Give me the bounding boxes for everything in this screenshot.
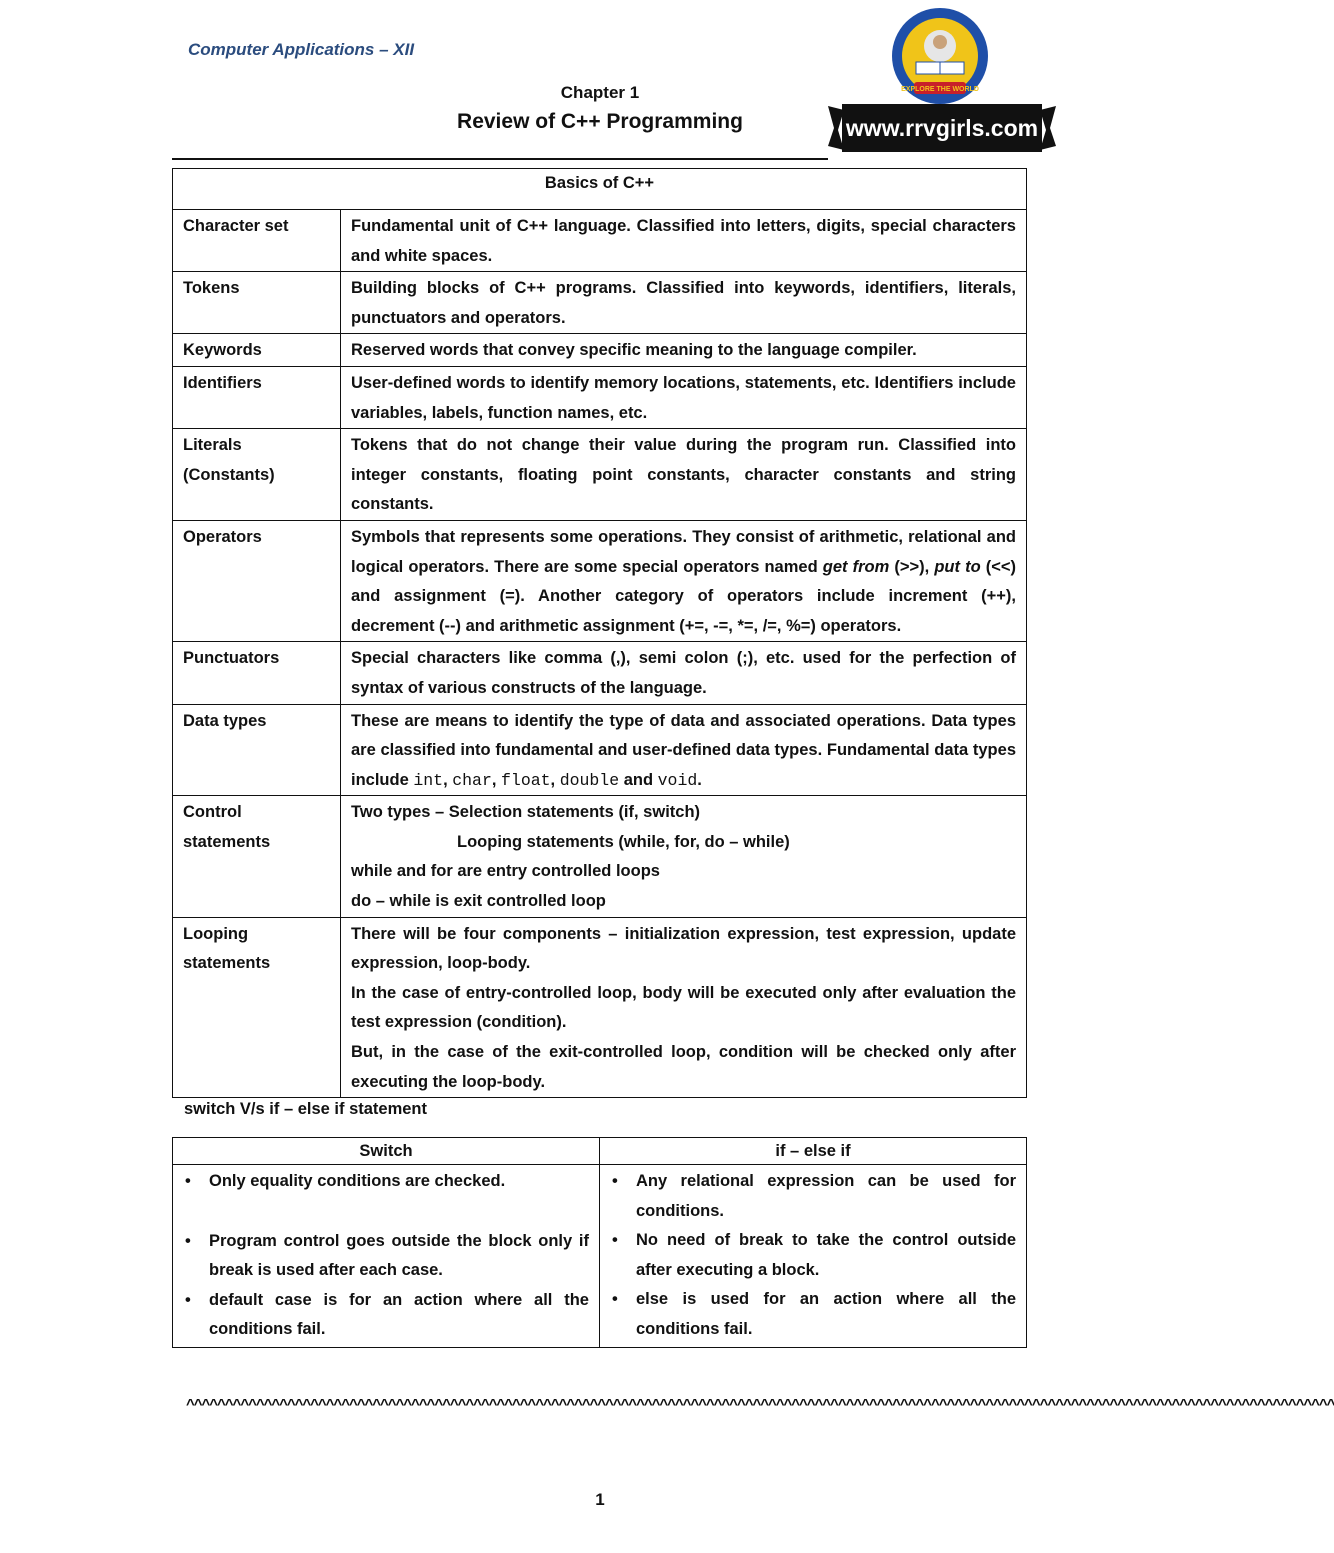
- table-heading: Basics of C++: [173, 169, 1027, 210]
- term-cell: [173, 429, 341, 521]
- separator: ,: [443, 770, 453, 789]
- term-line: statements: [183, 954, 271, 973]
- table-row: [173, 520, 1027, 641]
- subject-header: Computer Applications – XII: [188, 40, 415, 59]
- operator-name-put-to: put to: [934, 557, 981, 576]
- desc-line: There will be four components – initialization expression, test expression, update expression, loop-body.: [351, 924, 1016, 973]
- column-header-switch: Switch: [173, 1138, 600, 1165]
- term-cell: [173, 796, 341, 917]
- table-row: [173, 429, 1027, 521]
- separator: ,: [491, 770, 502, 789]
- type-void: void: [657, 770, 698, 790]
- page-number: 1: [595, 1490, 605, 1509]
- term-cell: Keywords: [173, 334, 341, 367]
- description-cell: [341, 917, 1027, 1098]
- list-item: • else is used for an action where all the conditions fail.: [636, 1285, 1016, 1344]
- term-cell: Character set: [173, 210, 341, 272]
- conjunction: and: [619, 770, 658, 789]
- desc-line: while and for are entry controlled loops: [351, 862, 660, 881]
- switch-list: [183, 1167, 589, 1345]
- description-cell: [341, 796, 1027, 917]
- comparison-header-row: [173, 1138, 1027, 1165]
- type-int: int: [413, 770, 444, 790]
- comparison-body-row: [173, 1165, 1027, 1348]
- type-float: float: [501, 770, 551, 790]
- type-double: double: [559, 770, 620, 790]
- table-row: [173, 210, 1027, 272]
- list-item: • Any relational expression can be used for conditions.: [636, 1167, 1016, 1226]
- term-cell: Identifiers: [173, 366, 341, 428]
- sentence-end: .: [697, 770, 702, 789]
- table-row: [173, 796, 1027, 917]
- term-cell: Data types: [173, 704, 341, 796]
- school-logo: [828, 6, 1056, 158]
- type-char: char: [452, 770, 492, 790]
- list-item: • Program control goes outside the block only if break is used after each case.: [209, 1227, 589, 1286]
- list-item: • No need of break to take the control outside after executing a block.: [636, 1226, 1016, 1285]
- description-cell: User-defined words to identify memory locations, statements, etc. Identifiers include variables, labels, function names, etc.: [341, 366, 1027, 428]
- desc-line: Looping statements (while, for, do – while): [457, 832, 790, 851]
- description-cell: Building blocks of C++ programs. Classified into keywords, identifiers, literals, punctuators and operators.: [341, 272, 1027, 334]
- switch-column: [173, 1165, 600, 1348]
- table-header-row: [173, 169, 1027, 210]
- logo-motto: EXPLORE THE WORLD: [901, 86, 979, 93]
- desc-text: (>>),: [889, 557, 935, 576]
- term-cell: Operators: [173, 520, 341, 641]
- basics-table: [172, 168, 1027, 1098]
- desc-text: (<<) and assignment (=). Another category of operators include increment (++), decrement (--) and arithmetic assignment (+=, -=, *=, /=, %=) operators.: [351, 557, 1017, 635]
- desc-line: Two types – Selection statements (if, switch): [351, 803, 701, 822]
- operator-name-get-from: get from: [822, 557, 890, 576]
- description-cell: [341, 704, 1027, 796]
- table-row: [173, 917, 1027, 1098]
- logo-url-text: www.rrvgirls.com: [845, 115, 1039, 141]
- comparison-title: switch V/s if – else if statement: [184, 1100, 428, 1118]
- description-cell: Special characters like comma (,), semi colon (;), etc. used for the perfection of syntax of various constructs of the language.: [341, 642, 1027, 704]
- term-cell: [173, 917, 341, 1098]
- desc-text: These are means to identify the type of data and associated operations. Data types are classified into fundamental and user-defined data types. Fundamental data types include: [351, 711, 1016, 789]
- footer-caret-rule: ^^^^^^^^^^^^^^^^^^^^^^^^^^^^^^^^^^^^^^^^^^^^^^^^^^^^^^^^^^^^^^^^^^^^^^^^^^^^^^^^^^^^^^^^^^^^^^^^^^^^^^^^^^^^^^^^^^^^^^^^^^^^^^^^^^^^^^^^^^^^^^^^^^^^: [186, 1396, 1334, 1413]
- chapter-title: Review of C++ Programming: [457, 110, 743, 133]
- desc-line: In the case of entry-controlled loop, body will be executed only after evaluation the test expression (condition).: [351, 983, 1016, 1032]
- column-header-if-else: if – else if: [600, 1138, 1027, 1165]
- term-cell: Tokens: [173, 272, 341, 334]
- table-row: [173, 334, 1027, 367]
- table-row: [173, 366, 1027, 428]
- term-line: Literals: [183, 436, 242, 455]
- table-row: [173, 704, 1027, 796]
- description-cell: Reserved words that convey specific meaning to the language compiler.: [341, 334, 1027, 367]
- list-item: • Only equality conditions are checked.: [209, 1167, 589, 1197]
- header-rule: [172, 158, 828, 160]
- desc-line: do – while is exit controlled loop: [351, 892, 606, 911]
- term-line: Control: [183, 803, 242, 822]
- separator: ,: [550, 770, 560, 789]
- desc-text: Symbols that represents some operations. They consist of arithmetic, relational and logical operators. There are some special operators named: [351, 527, 1016, 576]
- desc-line: But, in the case of the exit-controlled loop, condition will be checked only after executing the loop-body.: [351, 1043, 1016, 1091]
- description-cell: [341, 520, 1027, 641]
- chapter-number: Chapter 1: [560, 83, 640, 102]
- table-row: [173, 642, 1027, 704]
- term-line: (Constants): [183, 465, 275, 484]
- description-cell: Tokens that do not change their value during the program run. Classified into integer constants, floating point constants, character constants and string constants.: [341, 429, 1027, 521]
- term-line: Looping: [183, 924, 249, 943]
- list-item: • default case is for an action where all the conditions fail.: [209, 1286, 589, 1345]
- term-line: statements: [183, 832, 271, 851]
- if-else-column: [600, 1165, 1027, 1348]
- comparison-table: [172, 1137, 1027, 1348]
- table-row: [173, 272, 1027, 334]
- if-else-list: [610, 1167, 1016, 1344]
- description-cell: Fundamental unit of C++ language. Classified into letters, digits, special characters and white spaces.: [341, 210, 1027, 272]
- term-cell: Punctuators: [173, 642, 341, 704]
